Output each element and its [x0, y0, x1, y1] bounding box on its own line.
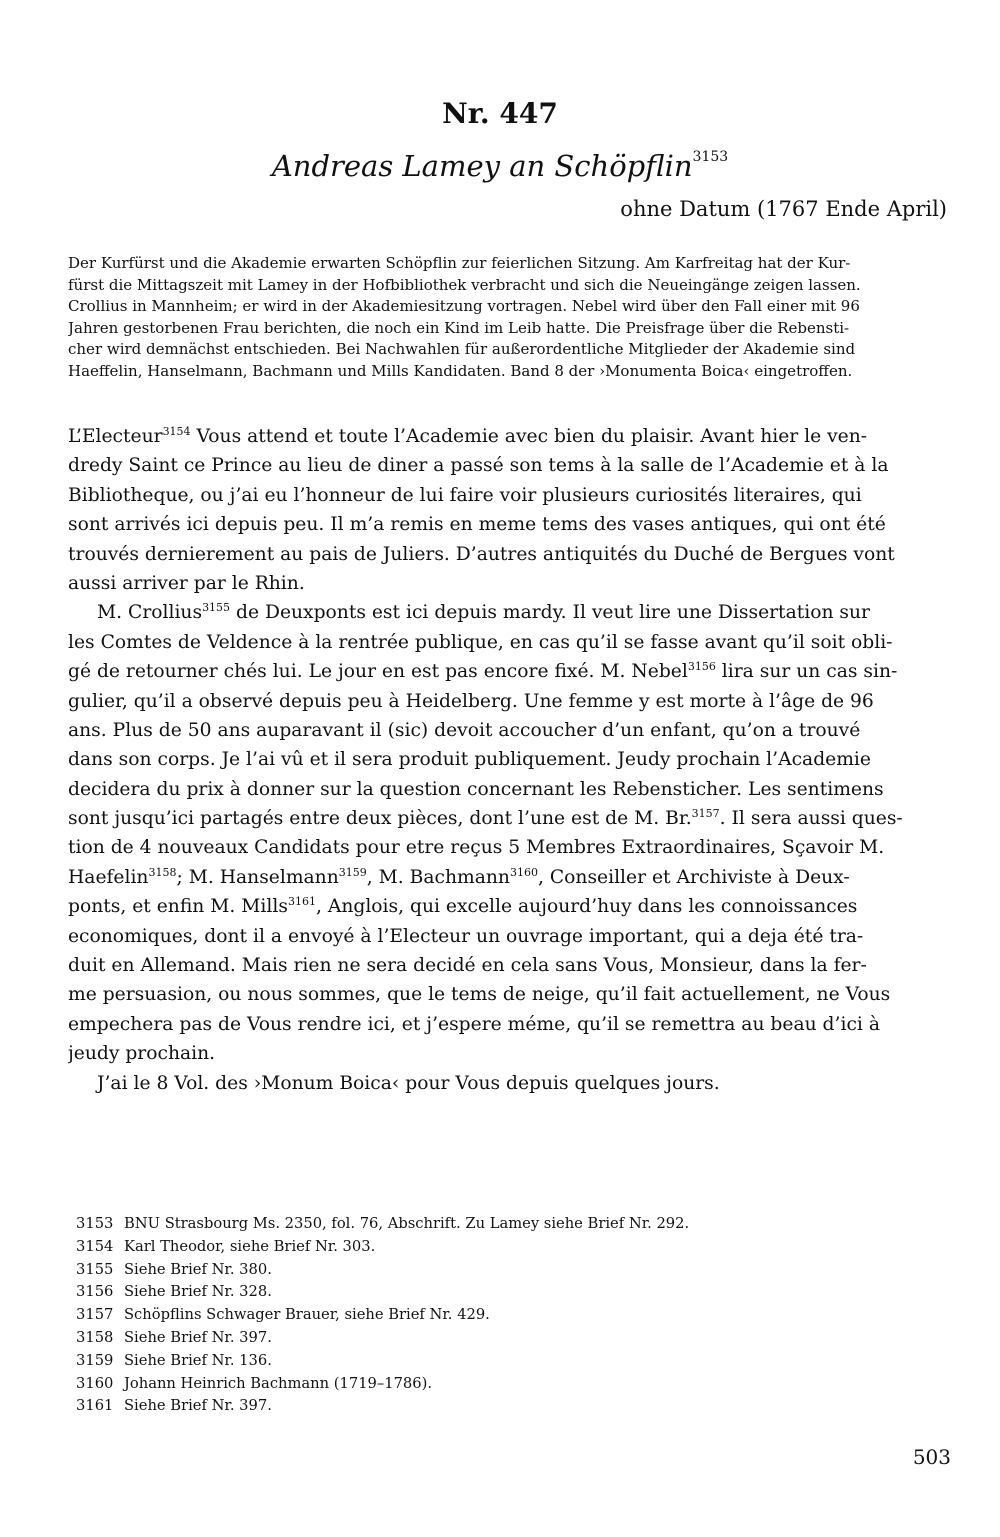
- footnote-text: BNU Strasbourg Ms. 2350, fol. 76, Abschrift. Zu Lamey siehe Brief Nr. 292.: [124, 1215, 690, 1232]
- footnote: [76, 1259, 936, 1282]
- body-line: [68, 980, 948, 1009]
- footnote-text: Siehe Brief Nr. 380.: [124, 1260, 272, 1278]
- footnote-text: Siehe Brief Nr. 136.: [124, 1351, 272, 1369]
- footnote-text: Siehe Brief Nr. 397.: [124, 1328, 272, 1346]
- body-text: tion de 4 nouveaux Candidats pour etre reçus 5 Membres Extraordinaires, Sçavoir M.: [68, 837, 885, 859]
- footnote-ref: 3159: [338, 865, 367, 879]
- body-text: dredy Saint ce Prince au lieu de diner a passé son tems à la salle de l’Academie et à la: [68, 455, 889, 477]
- regest-line: fürst die Mittagszeit mit Lamey in der Hofbibliothek verbracht und sich die Neueingänge zeigen lassen.: [68, 275, 861, 294]
- footnote-ref: 3154: [162, 425, 191, 438]
- letter-date: ohne Datum (1767 Ende April): [620, 197, 947, 221]
- body-line: [68, 451, 948, 480]
- footnote: [76, 1213, 936, 1236]
- body-line: [68, 951, 948, 980]
- footnote-number: 3155: [76, 1260, 114, 1278]
- body-line: [68, 716, 948, 745]
- footnotes: [76, 1213, 936, 1418]
- body-text: , M. Bachmann: [366, 866, 510, 888]
- footnote-number: 3158: [76, 1328, 114, 1346]
- body-line: [68, 540, 948, 569]
- footnote: [76, 1350, 936, 1373]
- footnote-text: Schöpflins Schwager Brauer, siehe Brief Nr. 429.: [124, 1306, 490, 1324]
- body-line: [68, 745, 948, 774]
- body-text: Vous attend et toute l’Academie avec bien du plaisir. Avant hier le ven-: [190, 426, 868, 447]
- body-line: [68, 687, 948, 716]
- footnote-number: 3153: [76, 1215, 114, 1232]
- body-line: [68, 863, 948, 892]
- footnote-number: 3156: [76, 1283, 114, 1301]
- body-line: [68, 598, 948, 627]
- letter-body: [68, 422, 948, 1098]
- body-text: de Deuxponts est ici depuis mardy. Il veut lire une Dissertation sur: [230, 602, 870, 624]
- footnote-ref: 3157: [691, 807, 720, 821]
- body-line: [68, 481, 948, 510]
- body-line: [68, 833, 948, 862]
- letter-number: Nr. 447: [442, 97, 558, 130]
- letter-title-text: Andreas Lamey an Schöpflin: [271, 149, 693, 183]
- regest-line: Haeffelin, Hanselmann, Bachmann und Mills Kandidaten. Band 8 der ›Monumenta Boica‹ eingetroffen.: [68, 361, 853, 380]
- footnote: [76, 1281, 936, 1304]
- body-line: [68, 657, 948, 686]
- body-text: aussi arriver par le Rhin.: [68, 572, 305, 594]
- body-line: [68, 422, 948, 451]
- body-text: gulier, qu’il a observé depuis peu à Heidelberg. Une femme y est morte à l’âge de 96: [68, 690, 874, 712]
- body-text: dans son corps. Je l’ai vû et il sera produit publiquement. Jeudy prochain l’Academie: [68, 749, 871, 771]
- letter-title: [0, 148, 1000, 184]
- footnote: [76, 1327, 936, 1350]
- body-text: . Il sera aussi ques-: [719, 808, 903, 830]
- footnote: [76, 1236, 936, 1259]
- footnote-text: Siehe Brief Nr. 328.: [124, 1283, 272, 1301]
- regest-line: Jahren gestorbenen Frau berichten, die noch ein Kind im Leib hatte. Die Preisfrage über die Rebensti-: [68, 318, 850, 337]
- regest-line: cher wird demnächst entschieden. Bei Nachwahlen für außerordentliche Mitglieder der Akademie sind: [68, 340, 856, 359]
- body-text: gé de retourner chés lui. Le jour en est pas encore fixé. M. Nebel: [68, 661, 688, 683]
- footnote-number: 3160: [76, 1374, 114, 1392]
- footnote-ref: 3160: [509, 865, 538, 879]
- body-line: [68, 510, 948, 539]
- body-text: Bibliotheque, ou j’ai eu l’honneur de lui faire voir plusieurs curiosités literaires, qui: [68, 484, 862, 506]
- body-text: ans. Plus de 50 ans auparavant il (sic) devoit accoucher d’un enfant, qu’on a trouvé: [68, 719, 861, 741]
- body-text: sont jusqu’ici partagés entre deux pièces, dont l’une est de M. Br.: [68, 808, 692, 830]
- footnote-text: Johann Heinrich Bachmann (1719–1786).: [124, 1374, 433, 1392]
- body-text: me persuasion, ou nous sommes, que le tems de neige, qu’il fait actuellement, ne Vous: [68, 984, 891, 1006]
- body-line: [68, 569, 948, 598]
- footnote-text: Siehe Brief Nr. 397.: [124, 1397, 272, 1415]
- body-line: [68, 1069, 948, 1098]
- body-line: [68, 804, 948, 833]
- footnote-ref: 3156: [687, 660, 716, 674]
- body-text: M. Crollius: [97, 602, 203, 624]
- body-text: decidera du prix à donner sur la question concernant les Rebensticher. Les sentimens: [68, 778, 884, 800]
- body-text: lira sur un cas sin-: [715, 661, 898, 683]
- footnote-number: 3154: [76, 1237, 114, 1255]
- footnote: [76, 1395, 936, 1418]
- body-line: [68, 1010, 948, 1039]
- regest-line: Crollius in Mannheim; er wird in der Akademiesitzung vortragen. Nebel wird über den Fall einer mit 96: [68, 297, 860, 316]
- regest-summary: [68, 253, 948, 383]
- footnote-number: 3157: [76, 1306, 114, 1324]
- footnote-ref: 3155: [202, 601, 231, 615]
- body-text: ponts, et enfin M. Mills: [68, 896, 288, 918]
- body-text: economiques, dont il a envoyé à l’Electeur un ouvrage important, qui a deja été tra-: [68, 925, 864, 947]
- body-line: [68, 775, 948, 804]
- footnote: [76, 1304, 936, 1327]
- body-text: ; M. Hanselmann: [176, 866, 339, 888]
- body-text: les Comtes de Veldence à la rentrée publique, en cas qu’il se fasse avant qu’il soit obli-: [68, 631, 893, 653]
- body-line: [68, 628, 948, 657]
- body-text: jeudy prochain.: [68, 1043, 216, 1065]
- footnote-number: 3159: [76, 1351, 114, 1369]
- regest-line: Der Kurfürst und die Akademie erwarten Schöpflin zur feierlichen Sitzung. Am Karfreitag hat der Kur-: [68, 254, 851, 272]
- footnote-ref: 3158: [148, 865, 177, 879]
- body-line: [68, 922, 948, 951]
- page-number: 503: [912, 1445, 951, 1469]
- body-text: , Conseiller et Archiviste à Deux-: [537, 866, 850, 888]
- body-text: trouvés dernierement au pais de Juliers. D’autres antiquités du Duché de Bergues vont: [68, 543, 895, 565]
- body-line: [68, 892, 948, 921]
- footnote: [76, 1373, 936, 1396]
- body-text: L’Electeur: [68, 426, 163, 447]
- body-text: empechera pas de Vous rendre ici, et j’espere méme, qu’il se remettra au beau d’ici à: [68, 1013, 880, 1035]
- footnote-ref: 3161: [287, 895, 316, 909]
- body-text: duit en Allemand. Mais rien ne sera decidé en cela sans Vous, Monsieur, dans la fer-: [68, 955, 867, 977]
- body-text: , Anglois, qui excelle aujourd’huy dans les connoissances: [315, 896, 858, 918]
- body-text: J’ai le 8 Vol. des ›Monum Boica‹ pour Vous depuis quelques jours.: [97, 1072, 720, 1094]
- body-text: sont arrivés ici depuis peu. Il m’a remis en meme tems des vases antiques, qui ont été: [68, 514, 886, 536]
- footnote-ref: 3153: [692, 149, 729, 165]
- footnote-text: Karl Theodor, siehe Brief Nr. 303.: [124, 1237, 376, 1255]
- footnote-number: 3161: [76, 1397, 114, 1415]
- body-text: Haefelin: [68, 866, 149, 888]
- body-line: [68, 1039, 948, 1068]
